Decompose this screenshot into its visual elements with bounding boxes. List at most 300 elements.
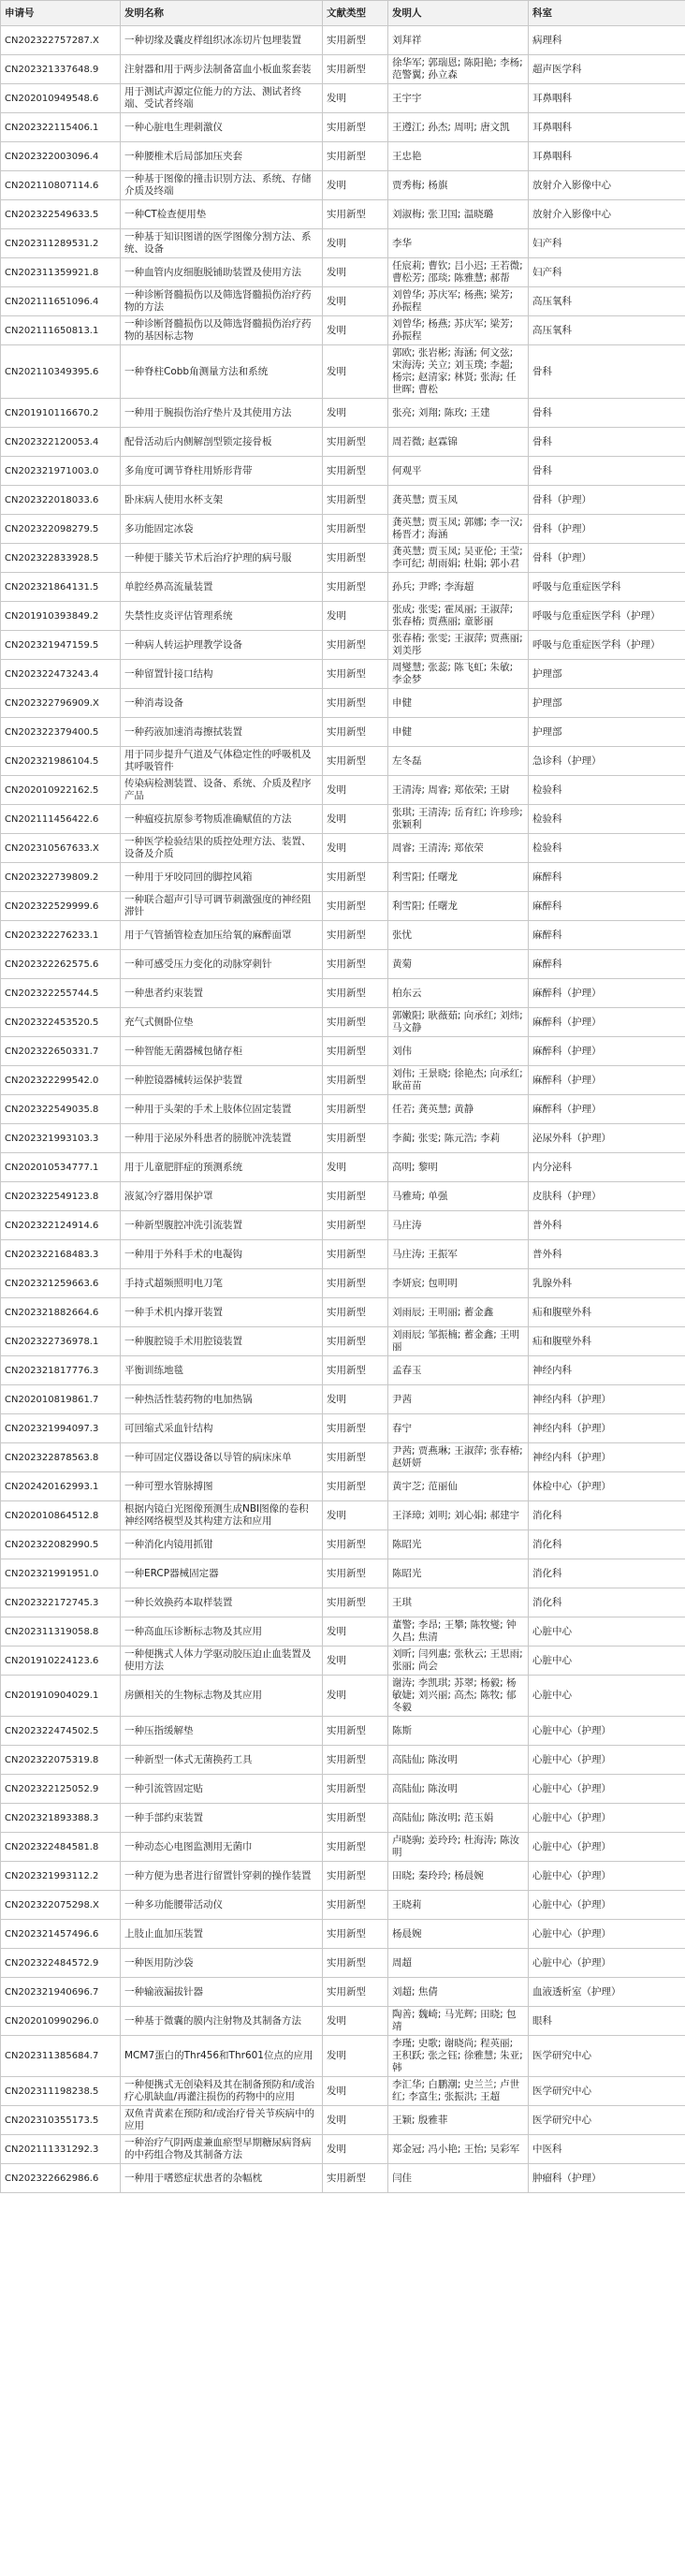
table-row [1,1530,685,1559]
document-type-cell: 发明 [323,1501,388,1530]
department-cell: 耳鼻咽科 [529,113,685,142]
application-no-cell: CN202322878563.8 [1,1443,121,1472]
department-cell: 病理科 [529,26,685,55]
invention-title-cell: 一种长效换药本取样装置 [121,1588,323,1617]
department-cell: 神经内科 [529,1356,685,1385]
invention-title-cell: 一种基于知识图谱的医学图像分割方法、系统、设备 [121,229,323,258]
table-row [1,345,685,399]
inventors-cell: 刘拜祥 [388,26,529,55]
invention-title-cell: 一种医用防沙袋 [121,1949,323,1978]
header-invention-title: 发明名称 [121,1,323,26]
document-type-cell: 实用新型 [323,1182,388,1211]
inventors-cell: 任宸莉; 曹钦; 吕小迟; 王若微; 曹松芳; 邵琰; 陈雅慧; 郝帮 [388,258,529,287]
department-cell: 心脏中心（护理） [529,1746,685,1775]
document-type-cell: 实用新型 [323,660,388,689]
inventors-cell: 董警; 李昂; 王攀; 陈牧燮; 钟久昌; 焦清 [388,1617,529,1647]
application-no-cell: CN202010922162.5 [1,776,121,805]
invention-title-cell: 一种用于头架的手术上肢体位固定装置 [121,1095,323,1124]
application-no-cell: CN202322549633.5 [1,200,121,229]
document-type-cell: 实用新型 [323,457,388,486]
table-row [1,1066,685,1095]
document-type-cell: 实用新型 [323,1891,388,1920]
table-row [1,1559,685,1588]
department-cell: 耳鼻咽科 [529,142,685,171]
inventors-cell: 李蔺; 张雯; 陈元浩; 李莉 [388,1124,529,1153]
inventors-cell: 高陆仙; 陈汝明 [388,1746,529,1775]
application-no-cell: CN202322168483.3 [1,1240,121,1269]
table-row [1,1775,685,1804]
application-no-cell: CN202311289531.2 [1,229,121,258]
invention-title-cell: 一种切缘及囊皮样组织冰冻切片包埋装置 [121,26,323,55]
table-row [1,1647,685,1676]
table-row [1,428,685,457]
document-type-cell: 发明 [323,2007,388,2036]
document-type-cell: 实用新型 [323,515,388,544]
invention-title-cell: 一种热活性装药物的电加热锅 [121,1385,323,1414]
table-row [1,1037,685,1066]
table-row [1,229,685,258]
application-no-cell: CN202322075298.X [1,1891,121,1920]
department-cell: 麻醉科 [529,921,685,950]
inventors-cell: 张春椿; 张雯; 王淑萍; 贾燕丽; 刘美彤 [388,631,529,660]
invention-title-cell: 一种消化内镜用抓钳 [121,1530,323,1559]
inventors-cell: 郭嫩阳; 耿薇茹; 向承红; 刘炜; 马文静 [388,1008,529,1037]
invention-title-cell: 一种新型一体式无菌换药工具 [121,1746,323,1775]
document-type-cell: 实用新型 [323,1356,388,1385]
department-cell: 高压氧科 [529,287,685,316]
table-row [1,1211,685,1240]
document-type-cell: 实用新型 [323,863,388,892]
invention-title-cell: 一种治疗气阴两虚兼血瘀型早期糖尿病肾病的中药组合物及其制备方法 [121,2135,323,2164]
inventors-cell: 申健 [388,689,529,718]
table-row [1,1008,685,1037]
inventors-cell: 王忠艳 [388,142,529,171]
document-type-cell: 实用新型 [323,1530,388,1559]
inventors-cell: 龚英慧; 贾玉凤; 郭娜; 李一汉; 杨晋才; 海涵 [388,515,529,544]
department-cell: 消化科 [529,1501,685,1530]
document-type-cell: 实用新型 [323,1775,388,1804]
table-row [1,84,685,113]
department-cell: 放射介入影像中心 [529,200,685,229]
invention-title-cell: 一种血管内皮细胞脱铺助装置及使用方法 [121,258,323,287]
application-no-cell: CN202322125052.9 [1,1775,121,1804]
department-cell: 麻醉科 [529,892,685,921]
document-type-cell: 实用新型 [323,573,388,602]
department-cell: 麻醉科 [529,863,685,892]
invention-title-cell: 一种ERCP器械固定器 [121,1559,323,1588]
department-cell: 心脏中心 [529,1647,685,1676]
table-row [1,113,685,142]
application-no-cell: CN202321259663.6 [1,1269,121,1298]
inventors-cell: 黄菊 [388,950,529,979]
department-cell: 心脏中心（护理） [529,1949,685,1978]
inventors-cell: 马雅琦; 单强 [388,1182,529,1211]
table-row [1,892,685,921]
application-no-cell: CN202321940696.7 [1,1978,121,2007]
document-type-cell: 实用新型 [323,1037,388,1066]
table-row [1,1862,685,1891]
table-row [1,1298,685,1327]
document-type-cell: 发明 [323,316,388,345]
table-row [1,1414,685,1443]
table-row [1,1501,685,1530]
invention-title-cell: 一种用于泌尿外科患者的膀胱冲洗装置 [121,1124,323,1153]
invention-title-cell: 一种腰椎术后局部加压夹套 [121,142,323,171]
inventors-cell: 利雪阳; 任曙龙 [388,863,529,892]
invention-title-cell: 一种留置针接口结构 [121,660,323,689]
document-type-cell: 实用新型 [323,1920,388,1949]
table-row [1,602,685,631]
document-type-cell: 实用新型 [323,1095,388,1124]
application-no-cell: CN202010819861.7 [1,1385,121,1414]
department-cell: 医学研究中心 [529,2036,685,2077]
department-cell: 皮肤科（护理） [529,1182,685,1211]
table-row [1,2077,685,2106]
inventors-cell: 张琪; 王清涛; 岳育红; 许珍珍; 张颖利 [388,805,529,834]
department-cell: 普外科 [529,1211,685,1240]
table-row [1,979,685,1008]
table-row [1,457,685,486]
document-type-cell: 实用新型 [323,1414,388,1443]
invention-title-cell: 一种方便为患者进行留置针穿刺的操作装置 [121,1862,323,1891]
application-no-cell: CN202322124914.6 [1,1211,121,1240]
department-cell: 骨科（护理） [529,544,685,573]
table-row [1,1153,685,1182]
inventors-cell: 陈昭光 [388,1559,529,1588]
header-department: 科室 [529,1,685,26]
table-row [1,834,685,863]
document-type-cell: 实用新型 [323,544,388,573]
application-no-cell: CN202321457496.6 [1,1920,121,1949]
document-type-cell: 实用新型 [323,1588,388,1617]
invention-title-cell: 手持式超频照明电刀笔 [121,1269,323,1298]
invention-title-cell: 房颤相关的生物标志物及其应用 [121,1676,323,1717]
department-cell: 心脏中心（护理） [529,1717,685,1746]
department-cell: 心脏中心（护理） [529,1891,685,1920]
document-type-cell: 发明 [323,1647,388,1676]
table-row [1,544,685,573]
department-cell: 麻醉科 [529,950,685,979]
application-no-cell: CN202010534777.1 [1,1153,121,1182]
table-row [1,689,685,718]
application-no-cell: CN202010864512.8 [1,1501,121,1530]
document-type-cell: 实用新型 [323,1472,388,1501]
invention-title-cell: 一种消毒设备 [121,689,323,718]
department-cell: 骨科（护理） [529,515,685,544]
inventors-cell: 春宁 [388,1414,529,1443]
invention-title-cell: 多功能固定冰袋 [121,515,323,544]
department-cell: 骨科（护理） [529,486,685,515]
department-cell: 心脏中心（护理） [529,1833,685,1862]
department-cell: 检验科 [529,776,685,805]
invention-title-cell: 卧床病人使用水杯支架 [121,486,323,515]
application-no-cell: CN202321864131.5 [1,573,121,602]
application-no-cell: CN202111456422.6 [1,805,121,834]
inventors-cell: 孙兵; 尹晔; 李海超 [388,573,529,602]
application-no-cell: CN202322662986.6 [1,2164,121,2193]
application-no-cell: CN202322453520.5 [1,1008,121,1037]
document-type-cell: 实用新型 [323,747,388,776]
table-row [1,1920,685,1949]
inventors-cell: 刘超; 焦倩 [388,1978,529,2007]
document-type-cell: 实用新型 [323,1269,388,1298]
inventors-cell: 闫佳 [388,2164,529,2193]
invention-title-cell: 一种药液加速消毒擦拭装置 [121,718,323,747]
invention-title-cell: 一种输液漏拔针器 [121,1978,323,2007]
application-no-cell: CN202322796909.X [1,689,121,718]
invention-title-cell: 传染病检测装置、设备、系统、介质及程序产品 [121,776,323,805]
department-cell: 疝和腹壁外科 [529,1327,685,1356]
document-type-cell: 实用新型 [323,486,388,515]
table-row [1,2164,685,2193]
department-cell: 心脏中心（护理） [529,1804,685,1833]
invention-title-cell: 一种可感受压力变化的动脉穿刺针 [121,950,323,979]
document-type-cell: 发明 [323,171,388,200]
table-row [1,1746,685,1775]
invention-title-cell: 一种腹腔镜手术用腔镜装置 [121,1327,323,1356]
application-no-cell: CN202322473243.4 [1,660,121,689]
inventors-cell: 刘曾华; 杨燕; 苏庆军; 梁芳; 孙振程 [388,316,529,345]
department-cell: 医学研究中心 [529,2077,685,2106]
document-type-cell: 实用新型 [323,26,388,55]
department-cell: 呼吸与危重症医学科（护理） [529,602,685,631]
inventors-cell: 刘伟; 王景晓; 徐艳杰; 向承红; 耿苗苗 [388,1066,529,1095]
application-no-cell: CN202111650813.1 [1,316,121,345]
invention-title-cell: 一种瘟疫抗原参考物质准确赋值的方法 [121,805,323,834]
application-no-cell: CN202321971003.0 [1,457,121,486]
department-cell: 疝和腹壁外科 [529,1298,685,1327]
application-no-cell: CN202322262575.6 [1,950,121,979]
application-no-cell: CN201910393849.2 [1,602,121,631]
department-cell: 眼科 [529,2007,685,2036]
department-cell: 妇产科 [529,258,685,287]
table-row [1,805,685,834]
inventors-cell: 马庄涛; 王振军 [388,1240,529,1269]
inventors-cell: 周若微; 赵霖锦 [388,428,529,457]
department-cell: 高压氧科 [529,316,685,345]
inventors-cell: 黄宇芝; 范丽仙 [388,1472,529,1501]
department-cell: 心脏中心（护理） [529,1775,685,1804]
department-cell: 肿瘤科（护理） [529,2164,685,2193]
department-cell: 泌尿外科（护理） [529,1124,685,1153]
application-no-cell: CN202310567633.X [1,834,121,863]
application-no-cell: CN202311385684.7 [1,2036,121,2077]
invention-title-cell: 一种CT检查便用垫 [121,200,323,229]
document-type-cell: 实用新型 [323,921,388,950]
table-row [1,1443,685,1472]
department-cell: 医学研究中心 [529,2106,685,2135]
document-type-cell: 发明 [323,1153,388,1182]
application-no-cell: CN202322075319.8 [1,1746,121,1775]
department-cell: 呼吸与危重症医学科 [529,573,685,602]
inventors-cell: 王琪 [388,1588,529,1617]
department-cell: 神经内科（护理） [529,1385,685,1414]
department-cell: 放射介入影像中心 [529,171,685,200]
invention-title-cell: 一种可塑水管脉搏图 [121,1472,323,1501]
document-type-cell: 发明 [323,1617,388,1647]
invention-title-cell: 一种便携式人体力学驱动胶压迫止血装置及使用方法 [121,1647,323,1676]
inventors-cell: 申健 [388,718,529,747]
invention-title-cell: 用于气管插管检查加压给氧的麻醉面罩 [121,921,323,950]
department-cell: 心脏中心（护理） [529,1920,685,1949]
inventors-cell: 刘曾华; 苏庆军; 杨燕; 梁芳; 孙振程 [388,287,529,316]
invention-title-cell: 一种脊柱Cobb角测量方法和系统 [121,345,323,399]
document-type-cell: 实用新型 [323,200,388,229]
document-type-cell: 发明 [323,2106,388,2135]
department-cell: 中医科 [529,2135,685,2164]
department-cell: 神经内科（护理） [529,1414,685,1443]
inventors-cell: 张忧 [388,921,529,950]
application-no-cell: CN202322299542.0 [1,1066,121,1095]
application-no-cell: CN202322549123.8 [1,1182,121,1211]
table-row [1,26,685,55]
invention-title-cell: 配骨活动后内侧解剖型锁定接骨板 [121,428,323,457]
invention-title-cell: 一种新型腹腔冲洗引流装置 [121,1211,323,1240]
document-type-cell: 实用新型 [323,1804,388,1833]
inventors-cell: 马庄涛 [388,1211,529,1240]
table-row [1,1095,685,1124]
department-cell: 消化科 [529,1588,685,1617]
table-row [1,1891,685,1920]
invention-title-cell: 注射器和用于两步法制备富血小板血浆套装 [121,55,323,84]
application-no-cell: CN202322018033.6 [1,486,121,515]
inventors-cell: 高陆仙; 陈汝明 [388,1775,529,1804]
inventors-cell: 龚英慧; 贾玉凤; 吴亚伦; 王莹; 李可纪; 胡雨娟; 杜娟; 郭小君 [388,544,529,573]
table-row [1,515,685,544]
application-no-cell: CN202321947159.5 [1,631,121,660]
department-cell: 消化科 [529,1559,685,1588]
application-no-cell: CN202010949548.6 [1,84,121,113]
table-row [1,2007,685,2036]
document-type-cell: 实用新型 [323,1833,388,1862]
department-cell: 耳鼻咽科 [529,84,685,113]
invention-title-cell: 一种智能无菌器械包储存柜 [121,1037,323,1066]
document-type-cell: 实用新型 [323,1124,388,1153]
inventors-cell: 陈昭光 [388,1530,529,1559]
inventors-cell: 王清涛; 周睿; 郑依荣; 王尉 [388,776,529,805]
department-cell: 骨科 [529,428,685,457]
inventors-cell: 张成; 张雯; 霍凤丽; 王淑萍; 张春椿; 贾燕丽; 童影丽 [388,602,529,631]
invention-title-cell: 可回缩式采血针结构 [121,1414,323,1443]
document-type-cell: 实用新型 [323,979,388,1008]
table-row [1,258,685,287]
application-no-cell: CN202321817776.3 [1,1356,121,1385]
table-row [1,1617,685,1647]
document-type-cell: 实用新型 [323,2164,388,2193]
table-row [1,1124,685,1153]
table-row [1,1978,685,2007]
invention-title-cell: 一种可固定仪器设备以导管的病床床单 [121,1443,323,1472]
application-no-cell: CN202311359921.8 [1,258,121,287]
application-no-cell: CN202321893388.3 [1,1804,121,1833]
application-no-cell: CN202321882664.6 [1,1298,121,1327]
application-no-cell: CN202322484572.9 [1,1949,121,1978]
application-no-cell: CN202311198238.5 [1,2077,121,2106]
invention-title-cell: 一种用于牙咬同回的脚控风箱 [121,863,323,892]
inventors-cell: 龚英慧; 贾玉凤 [388,486,529,515]
table-row [1,718,685,747]
department-cell: 神经内科（护理） [529,1443,685,1472]
table-row [1,631,685,660]
document-type-cell: 实用新型 [323,892,388,921]
table-row [1,747,685,776]
invention-title-cell: 一种腔镜器械转运保护装置 [121,1066,323,1095]
inventors-cell: 周燮慧; 张蕊; 陈飞虹; 朱敏; 李金梦 [388,660,529,689]
document-type-cell: 实用新型 [323,428,388,457]
inventors-cell: 王遵江; 孙杰; 周明; 唐文凯 [388,113,529,142]
document-type-cell: 实用新型 [323,1746,388,1775]
document-type-cell: 发明 [323,834,388,863]
application-no-cell: CN202322115406.1 [1,113,121,142]
department-cell: 麻醉科（护理） [529,979,685,1008]
department-cell: 妇产科 [529,229,685,258]
department-cell: 麻醉科（护理） [529,1095,685,1124]
document-type-cell: 实用新型 [323,1862,388,1891]
table-row [1,2106,685,2135]
application-no-cell: CN202322529999.6 [1,892,121,921]
invention-title-cell: 一种联合超声引导可调节刺激强度的神经阻滞针 [121,892,323,921]
document-type-cell: 实用新型 [323,1443,388,1472]
document-type-cell: 发明 [323,258,388,287]
inventors-cell: 尹茜 [388,1385,529,1414]
invention-title-cell: 一种用于外科手术的电凝钩 [121,1240,323,1269]
table-row [1,573,685,602]
invention-title-cell: 双鱼青黄素在预防和/或治疗骨关节疾病中的应用 [121,2106,323,2135]
inventors-cell: 周超 [388,1949,529,1978]
application-no-cell: CN202321337648.9 [1,55,121,84]
invention-title-cell: 用于同步提升气道及气体稳定性的呼吸机及其呼吸管件 [121,747,323,776]
invention-title-cell: 一种病人转运护理教学设备 [121,631,323,660]
department-cell: 心脏中心（护理） [529,1862,685,1891]
document-type-cell: 实用新型 [323,55,388,84]
application-no-cell: CN202322757287.X [1,26,121,55]
table-row [1,287,685,316]
table-row [1,1588,685,1617]
application-no-cell: CN202110349395.6 [1,345,121,399]
document-type-cell: 发明 [323,84,388,113]
application-no-cell: CN202420162993.1 [1,1472,121,1501]
department-cell: 乳腺外科 [529,1269,685,1298]
inventors-cell: 刘伟 [388,1037,529,1066]
inventors-cell: 左冬磊 [388,747,529,776]
invention-title-cell: 一种医学检验结果的质控处理方法、装置、设备及介质 [121,834,323,863]
inventors-cell: 张亮; 刘翔; 陈玫; 王建 [388,399,529,428]
application-no-cell: CN202321993112.2 [1,1862,121,1891]
inventors-cell: 高陆仙; 陈汝明; 范玉娟 [388,1804,529,1833]
invention-title-cell: 一种便于膝关节术后治疗护理的病号服 [121,544,323,573]
department-cell: 心脏中心 [529,1676,685,1717]
table-row [1,1182,685,1211]
inventors-cell: 尹茜; 贾燕琳; 王淑萍; 张春椿; 赵妍妍 [388,1443,529,1472]
table-row [1,1356,685,1385]
document-type-cell: 实用新型 [323,631,388,660]
table-row [1,1676,685,1717]
invention-title-cell: 用于测试声源定位能力的方法、测试者终端、受试者终端 [121,84,323,113]
application-no-cell: CN202322736978.1 [1,1327,121,1356]
table-row [1,142,685,171]
table-row [1,55,685,84]
invention-title-cell: 平衡训练地毯 [121,1356,323,1385]
invention-title-cell: 上肢止血加压装置 [121,1920,323,1949]
invention-title-cell: 一种压指缓解垫 [121,1717,323,1746]
invention-title-cell: 一种动态心电图监测用无菌巾 [121,1833,323,1862]
department-cell: 护理部 [529,718,685,747]
inventors-cell: 郑金冠; 冯小艳; 王怡; 吴彩军 [388,2135,529,2164]
inventors-cell: 谢涛; 李凯琪; 苏翠; 杨毅; 杨敏婕; 刘兴丽; 高杰; 陈牧; 郁冬毅 [388,1676,529,1717]
application-no-cell: CN202322650331.7 [1,1037,121,1066]
table-row [1,1949,685,1978]
department-cell: 血液透析室（护理） [529,1978,685,2007]
